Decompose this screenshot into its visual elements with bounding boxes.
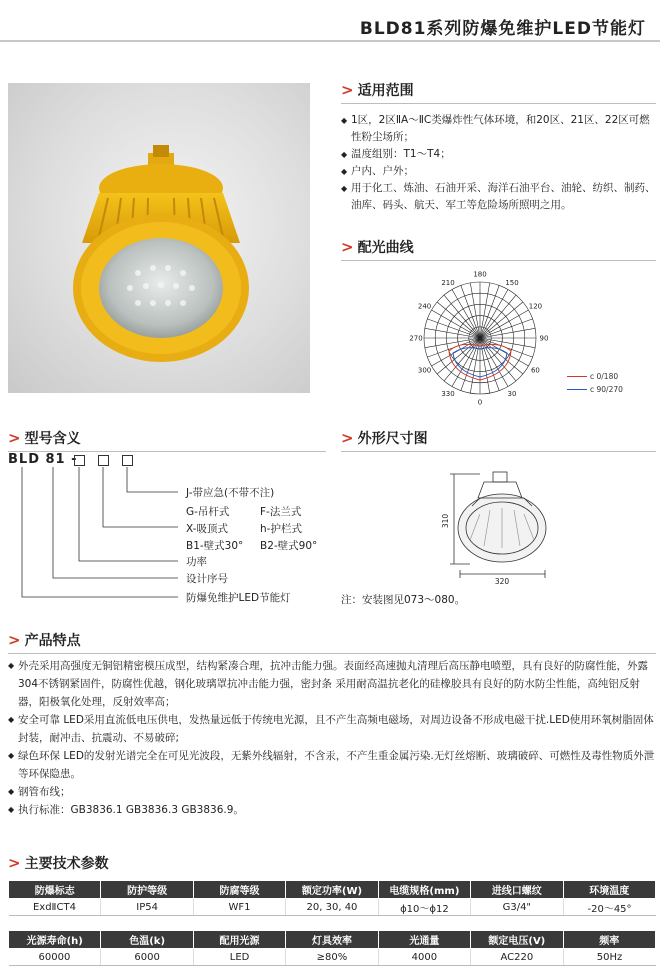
label-install-e: B1-壁式30°: [186, 540, 244, 552]
chevron-right-icon: >: [8, 428, 21, 447]
table-header-cell: 频率: [563, 931, 655, 949]
table-header-cell: 防爆标志: [9, 881, 101, 899]
section-header-features: > 产品特点: [8, 630, 656, 650]
table-header-cell: 环境温度: [563, 881, 655, 899]
chevron-right-icon: >: [8, 630, 21, 649]
install-note: 注：安装图见073～080。: [341, 594, 466, 606]
scope-item: ◆ 1区，2区ⅡA～ⅡC类爆炸性气体环境，和20区、21区、22区可燃性粉尘场所；: [341, 112, 656, 146]
table-cell: WF1: [193, 899, 285, 916]
polar-light-curve: [405, 268, 555, 408]
table-cell: G3/4": [471, 899, 563, 916]
label-product: 防爆免维护LED节能灯: [186, 592, 291, 604]
scope-item: ◆ 户内、户外；: [341, 163, 656, 180]
label-design-no: 设计序号: [186, 573, 228, 585]
dimension-drawing: [440, 466, 560, 586]
polar-angle-label: 270: [409, 334, 423, 343]
params-table-1: [8, 880, 656, 916]
model-code: BLD 81 -: [8, 452, 78, 467]
chevron-right-icon: >: [341, 428, 354, 447]
title-divider: [0, 40, 660, 42]
legend-entry: c 0/180: [567, 370, 623, 383]
product-photo: [8, 83, 310, 393]
table-cell: ExdⅡCT4: [9, 899, 101, 916]
table-header-cell: 防腐等级: [193, 881, 285, 899]
polar-angle-label: 210: [441, 279, 455, 288]
table-cell: 4000: [378, 949, 470, 966]
scope-item: ◆ 温度组别：T1～T4；: [341, 146, 656, 163]
chevron-right-icon: >: [341, 80, 354, 99]
table-header-row: [9, 881, 656, 899]
section-header-tech-params: > 主要技术参数: [8, 853, 109, 872]
polar-angle-label: 240: [417, 302, 432, 311]
page-title: BLD81系列防爆免维护LED节能灯: [359, 19, 646, 39]
label-install-c: X-吸顶式: [186, 523, 228, 535]
polar-legend: [567, 370, 623, 396]
table-cell: 60000: [9, 949, 101, 966]
table-cell: LED: [193, 949, 285, 966]
table-cell: IP54: [101, 899, 193, 916]
table-header-row: [9, 931, 656, 949]
table-header-cell: 额定功率(W): [286, 881, 378, 899]
chevron-right-icon: >: [341, 237, 354, 256]
label-power: 功率: [186, 556, 207, 568]
label-install-a: G-吊杆式: [186, 506, 230, 518]
table-header-cell: 电缆规格(mm): [378, 881, 470, 899]
scope-item: ◆ 用于化工、炼油、石油开采、海洋石油平台、油轮、纺织、制药、油库、码头、航天、军工等危险场所照明之用。: [341, 180, 656, 214]
table-header-cell: 防护等级: [101, 881, 193, 899]
table-header-cell: 配用光源: [193, 931, 285, 949]
table-row: [9, 949, 656, 966]
params-table-2: [8, 930, 656, 966]
table-header-cell: 进线口螺纹: [471, 881, 563, 899]
table-header-cell: 额定电压(V): [471, 931, 563, 949]
table-cell: 50Hz: [563, 949, 655, 966]
label-install-f: B2-壁式90°: [260, 540, 318, 552]
feature-item: ◆ 执行标准：GB3836.1 GB3836.3 GB3836.9。: [8, 801, 656, 819]
table-header-cell: 光通量: [378, 931, 470, 949]
model-diagram: [8, 452, 328, 612]
table-cell: ≥80%: [286, 949, 378, 966]
section-header-scope: > 适用范围: [341, 80, 656, 100]
feature-item: ◆ 绿色环保 LED的发射光谱完全在可见光波段，无紫外线辐射，不含汞，不产生重金属污染.无灯丝熔断、玻璃破碎、可燃性及毒性物质外泄等环保隐患。: [8, 747, 656, 783]
feature-item: ◆ 钢管布线；: [8, 783, 656, 801]
scope-list: [341, 112, 656, 214]
features-list: [8, 657, 656, 819]
polar-angle-label: 30: [507, 389, 517, 398]
section-header-light-curve: > 配光曲线: [341, 237, 656, 257]
chevron-right-icon: >: [8, 853, 21, 872]
polar-angle-label: 120: [528, 302, 543, 311]
table-cell: AC220: [471, 949, 563, 966]
polar-angle-label: 150: [505, 279, 519, 288]
label-install-d: h-护栏式: [260, 523, 302, 535]
legend-entry: c 90/270: [567, 383, 623, 396]
section-header-model: > 型号含义: [8, 428, 326, 448]
polar-angle-label: 0: [477, 398, 483, 407]
label-emergency: J-带应急(不带不注): [186, 487, 275, 499]
section-header-dimensions: > 外形尺寸图: [341, 428, 656, 448]
label-install-b: F-法兰式: [260, 506, 302, 518]
table-header-cell: 光源寿命(h): [9, 931, 101, 949]
polar-angle-label: 330: [441, 389, 455, 398]
table-cell: 20, 30, 40: [286, 899, 378, 916]
table-cell: 6000: [101, 949, 193, 966]
feature-item: ◆ 安全可靠 LED采用直流低电压供电，发热量远低于传统电光源，且不产生高频电磁场，对周边设备不形成电磁干扰.LED使用环氧树脂固体封装，耐冲击、抗震动、不易破碎;: [8, 711, 656, 747]
polar-angle-label: 90: [539, 334, 549, 343]
table-cell: ϕ10～ϕ12: [378, 899, 470, 916]
table-row: [9, 899, 656, 916]
dim-height-label: 310: [441, 513, 450, 529]
polar-angle-label: 60: [530, 366, 540, 375]
table-cell: -20～45°: [563, 899, 655, 916]
feature-item: ◆ 外壳采用高强度无铜铝精密模压成型，结构紧凑合理，抗冲击能力强。表面经高速抛丸清理后高压静电喷塑，具有良好的防腐性能，外露304不锈钢紧固件，防腐性优越，钢化玻璃罩抗冲击能力强，密封条 采用耐高温抗老化的硅橡胶具有良好的防水防尘性能，高纯铝反射器，阳极氧化处理，反射效率高；: [8, 657, 656, 711]
table-header-cell: 灯具效率: [286, 931, 378, 949]
polar-angle-label: 180: [473, 270, 487, 279]
table-header-cell: 色温(k): [101, 931, 193, 949]
polar-angle-label: 300: [417, 366, 432, 375]
dim-width-label: 320: [494, 577, 510, 586]
